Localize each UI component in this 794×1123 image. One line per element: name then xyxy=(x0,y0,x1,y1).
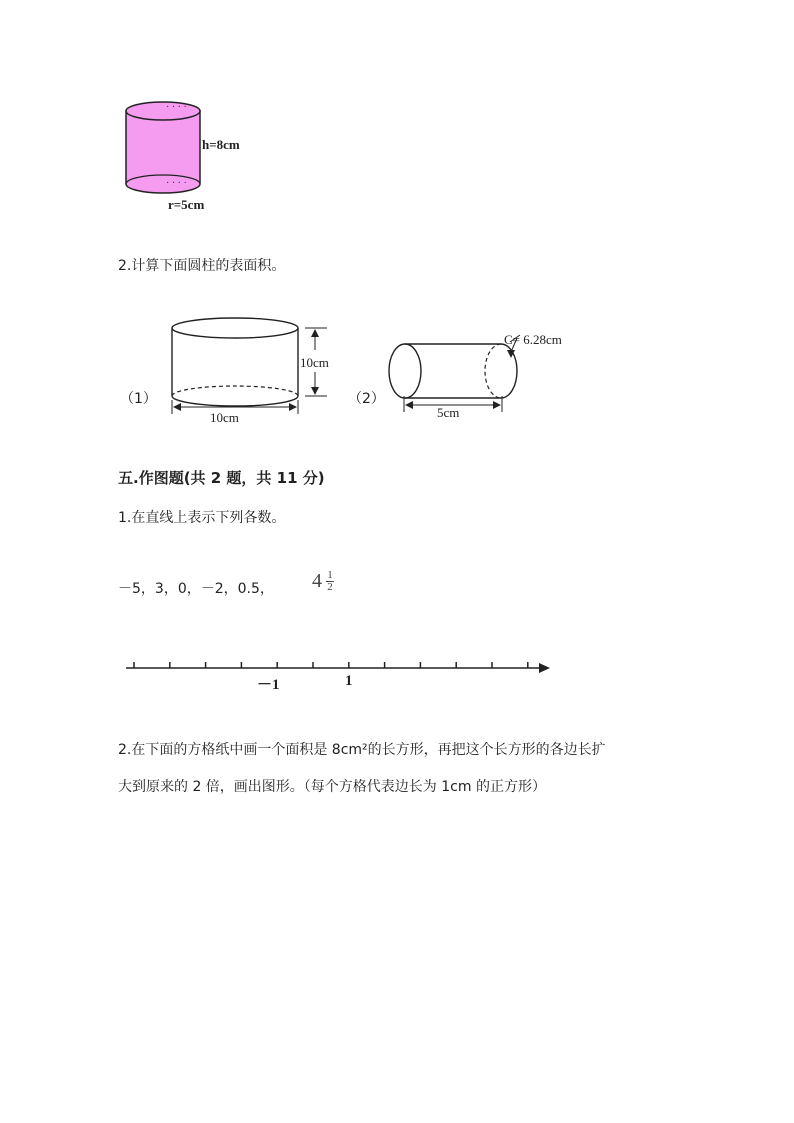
length-arrow-left-head xyxy=(405,401,413,409)
height-arrow-up-head xyxy=(311,329,319,337)
cylinder-body xyxy=(126,111,200,193)
upright-cylinder-top xyxy=(172,318,298,338)
length-arrow-right-head xyxy=(493,401,501,409)
q2-title: 2.计算下面圆柱的表面积。 xyxy=(118,258,286,274)
number-line-ticks xyxy=(134,662,528,668)
s5-q2-line1: 2.在下面的方格纸中画一个面积是 8cm²的长方形，再把这个长方形的各边长扩 xyxy=(118,742,606,758)
fig1-diameter-label: 10cm xyxy=(210,410,239,425)
cylinder-height-label: h=8cm xyxy=(202,137,240,152)
height-arrow-down-head xyxy=(311,387,319,395)
fig1-label: （1） xyxy=(120,391,157,407)
tick-label-neg1: －1 xyxy=(257,677,280,693)
horizontal-cylinder-left-face xyxy=(389,344,421,398)
mixed-number-whole: 4 xyxy=(312,570,322,592)
horizontal-cylinder-right-back xyxy=(485,344,501,398)
number-line xyxy=(120,655,560,685)
mixed-number-denominator: 2 xyxy=(327,581,333,593)
upright-cylinder-bottom-front xyxy=(172,396,298,406)
cylinder-dots-top: · · · · xyxy=(166,102,187,113)
fig2-label: （2） xyxy=(348,391,385,407)
s5-q1-numbers: －5，3，0，－2，0.5， xyxy=(118,581,274,597)
number-line-arrow xyxy=(539,663,550,673)
cylinder-dots-bottom: · · · · xyxy=(166,178,187,189)
s5-q2-line2: 大到原来的 2 倍，画出图形。（每个方格代表边长为 1cm 的正方形） xyxy=(118,779,546,795)
cylinder-top xyxy=(126,102,200,120)
diameter-arrow-right-head xyxy=(289,403,297,411)
mixed-number-fraction xyxy=(326,570,334,593)
cylinder-radius-label: r=5cm xyxy=(168,197,205,212)
fig1-height-label: 10cm xyxy=(300,355,329,370)
diameter-arrow-left-head xyxy=(173,403,181,411)
fig2-length-label: 5cm xyxy=(437,405,460,420)
mixed-number-numerator: 1 xyxy=(327,569,333,581)
fig2-circumference-label: C= 6.28cm xyxy=(504,332,562,347)
section5-heading: 五.作图题(共 2 题，共 11 分) xyxy=(118,469,325,487)
s5-q1-title: 1.在直线上表示下列各数。 xyxy=(118,510,286,526)
tick-label-pos1: 1 xyxy=(345,673,353,689)
mixed-number xyxy=(312,570,334,593)
upright-cylinder-bottom-back xyxy=(172,386,298,396)
